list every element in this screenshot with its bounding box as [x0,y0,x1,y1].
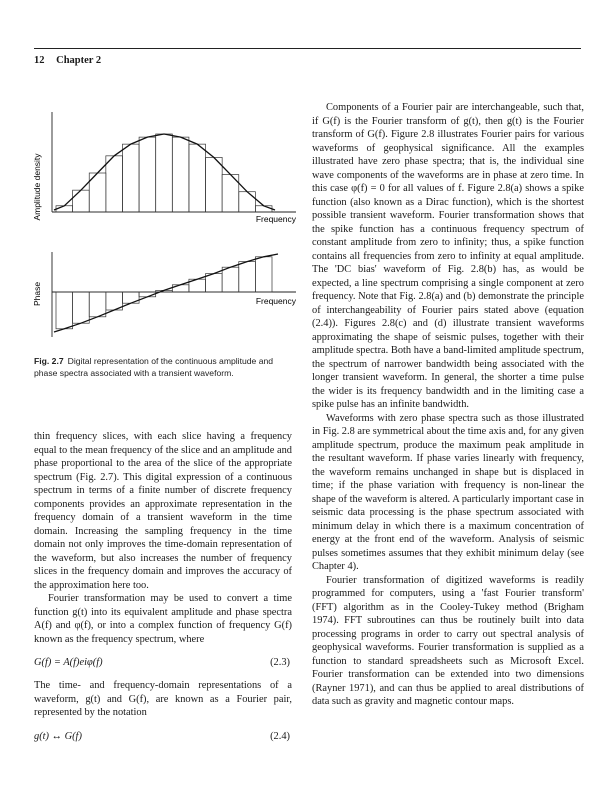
phase-slice [172,285,189,292]
phase-slice [206,274,223,292]
amplitude-panel [32,112,297,224]
equation-2-3 [34,650,292,677]
right-paragraph-1: Components of a Fourier pair are interchangeable, such that, if G(f) is the Fourier transform of g(t), then g(t) is the Fourier transform of G(f). Figure 2.8 illustrates Fourier pairs for various waveforms of geophysical significance. All the examples illustrated have zero phase spectra; that is, the individual sine wave components of the waveforms are in phase at zero time. In this case φ(f) = 0 for all values of f. Figure 2.8(a) shows a spike function (also known as a Dirac function), which is the shortest possible transient waveform. Fourier transformation shows that the spike function has a continuous frequency spectrum of constant amplitude from zero to infinity; thus, a spike function contains all frequencies from zero to infinity at equal amplitude. The 'DC bias' waveform of Fig. 2.8(b) has, as would be expected, a line spectrum comprising a single component at zero frequency. Note that Fig. 2.8(a) and (b) demonstrate the principle of interchangeability of Fourier pairs stated above (equation (2.4)). Figures 2.8(c) and (d) illustrate transient waveforms approximating the shape of seismic pulses, together with their amplitude spectra. Both have a band-limited amplitude spectrum, the spectrum of narrower bandwidth being associated with the longer transient waveform. In general, the shorter a time pulse the wider is its frequency bandwidth and in the limiting case a spike pulse has an infinite bandwidth. [312,102,584,410]
figure-caption [34,355,296,379]
amplitude-slice [73,190,90,212]
left-paragraph-2: Fourier transformation may be used to convert a time function g(t) into its equivalent amplitude and phase spectra A(f) and φ(f), or into a complex function of frequency G(f) known as the frequency spectrum, where [34,593,292,645]
left-paragraph-1: thin frequency slices, with each slice having a frequency equal to the mean frequency of the slice and an amplitude and phase proportional to the area of the slice of the appropriate spectrum (Fig. 2.7). This digital expression of a continuous spectrum in terms of a finite number of discrete frequency components provides an approximate representation in the frequency domain of a transient waveform in the time domain. Increasing the sampling frequency in the time domain not only improves the time-domain representation of the waveform, but also increases the number of frequency slices in the frequency domain and improves the accuracy of the approximation here too. [34,431,292,591]
amplitude-slice [156,134,173,212]
phase-slice [222,267,239,292]
header-rule [34,48,581,49]
amplitude-xlabel: Frequency [255,214,296,224]
amplitude-slice [56,206,73,212]
phase-xlabel: Frequency [255,296,296,306]
phase-curve [54,254,278,332]
spectra-figure [34,112,299,352]
equation-2-3-body: G(f) = A(f)eiφ(f) [34,657,103,668]
equation-2-4-number: (2.4) [270,730,290,742]
phase-slice [255,257,272,292]
phase-panel [32,252,297,337]
amplitude-slice [206,157,223,212]
left-column [34,430,292,753]
equation-2-4-body: g(t) ↔ G(f) [34,730,82,742]
left-paragraph-3: The time- and frequency-domain representations of a waveform, g(t) and G(f), are known as a Fourier pair, represented by the notation [34,680,292,718]
amplitude-slice [172,137,189,212]
right-paragraph-2: Waveforms with zero phase spectra such as those illustrated in Fig. 2.8 are symmetrical about the time axis and, for any given amplitude spectrum, produce the maximum peak amplitude in the resultant waveform. If phase varies linearly with frequency, the waveform remains unchanged in shape but is displaced in time; if the phase variation with frequency is non-linear the shape of the waveform is altered. A particularly important case in seismic data processing is the phase spectrum associated with minimum delay in which there is a maximum concentration of energy at the front end of the waveform. Analysis of seismic pulses sometimes assumes that they exhibit minimum delay (see Chapter 4). [312,412,584,572]
amplitude-curve [54,134,275,210]
phase-slice [73,292,90,323]
phase-slice [239,262,256,292]
amplitude-slice [239,192,256,212]
equation-2-3-number: (2.3) [270,657,290,668]
chapter-title: Chapter 2 [56,55,102,66]
amplitude-slice [106,156,123,212]
phase-slice [56,292,73,329]
phase-ylabel: Phase [32,281,42,307]
phase-slice [89,292,106,317]
caption-text: Digital representation of the continuous amplitude and phase spectra associated with a transient waveform. [34,356,274,378]
amplitude-slice [139,137,156,212]
amplitude-ylabel: Amplitude density [32,153,42,221]
right-paragraph-3: Fourier transformation of digitized waveforms is readily programmed for computers, using a 'fast Fourier transform' (FFT) algorithm as in the Cooley-Tukey method (Brigham 1974). FFT subroutines can thus be routinely built into data processing programs in order to carry out spectral analysis of geophysical waveforms. Fourier transformation is supplied as a function to standard spreadsheets such as Microsoft Excel. Fourier transformation can be extended into two dimensions (Rayner 1971), and can thus be applied to areal distributions of data such as gravity and magnetic contour maps. [312,574,584,707]
running-header [34,55,101,66]
amplitude-slice [189,144,206,212]
page-number: 12 [34,55,45,66]
caption-label: Fig. 2.7 [34,356,64,366]
amplitude-slice [122,144,139,212]
amplitude-slice [255,206,272,212]
right-column [312,101,584,709]
figure-2-7 [34,112,299,362]
equation-2-4 [34,724,292,751]
